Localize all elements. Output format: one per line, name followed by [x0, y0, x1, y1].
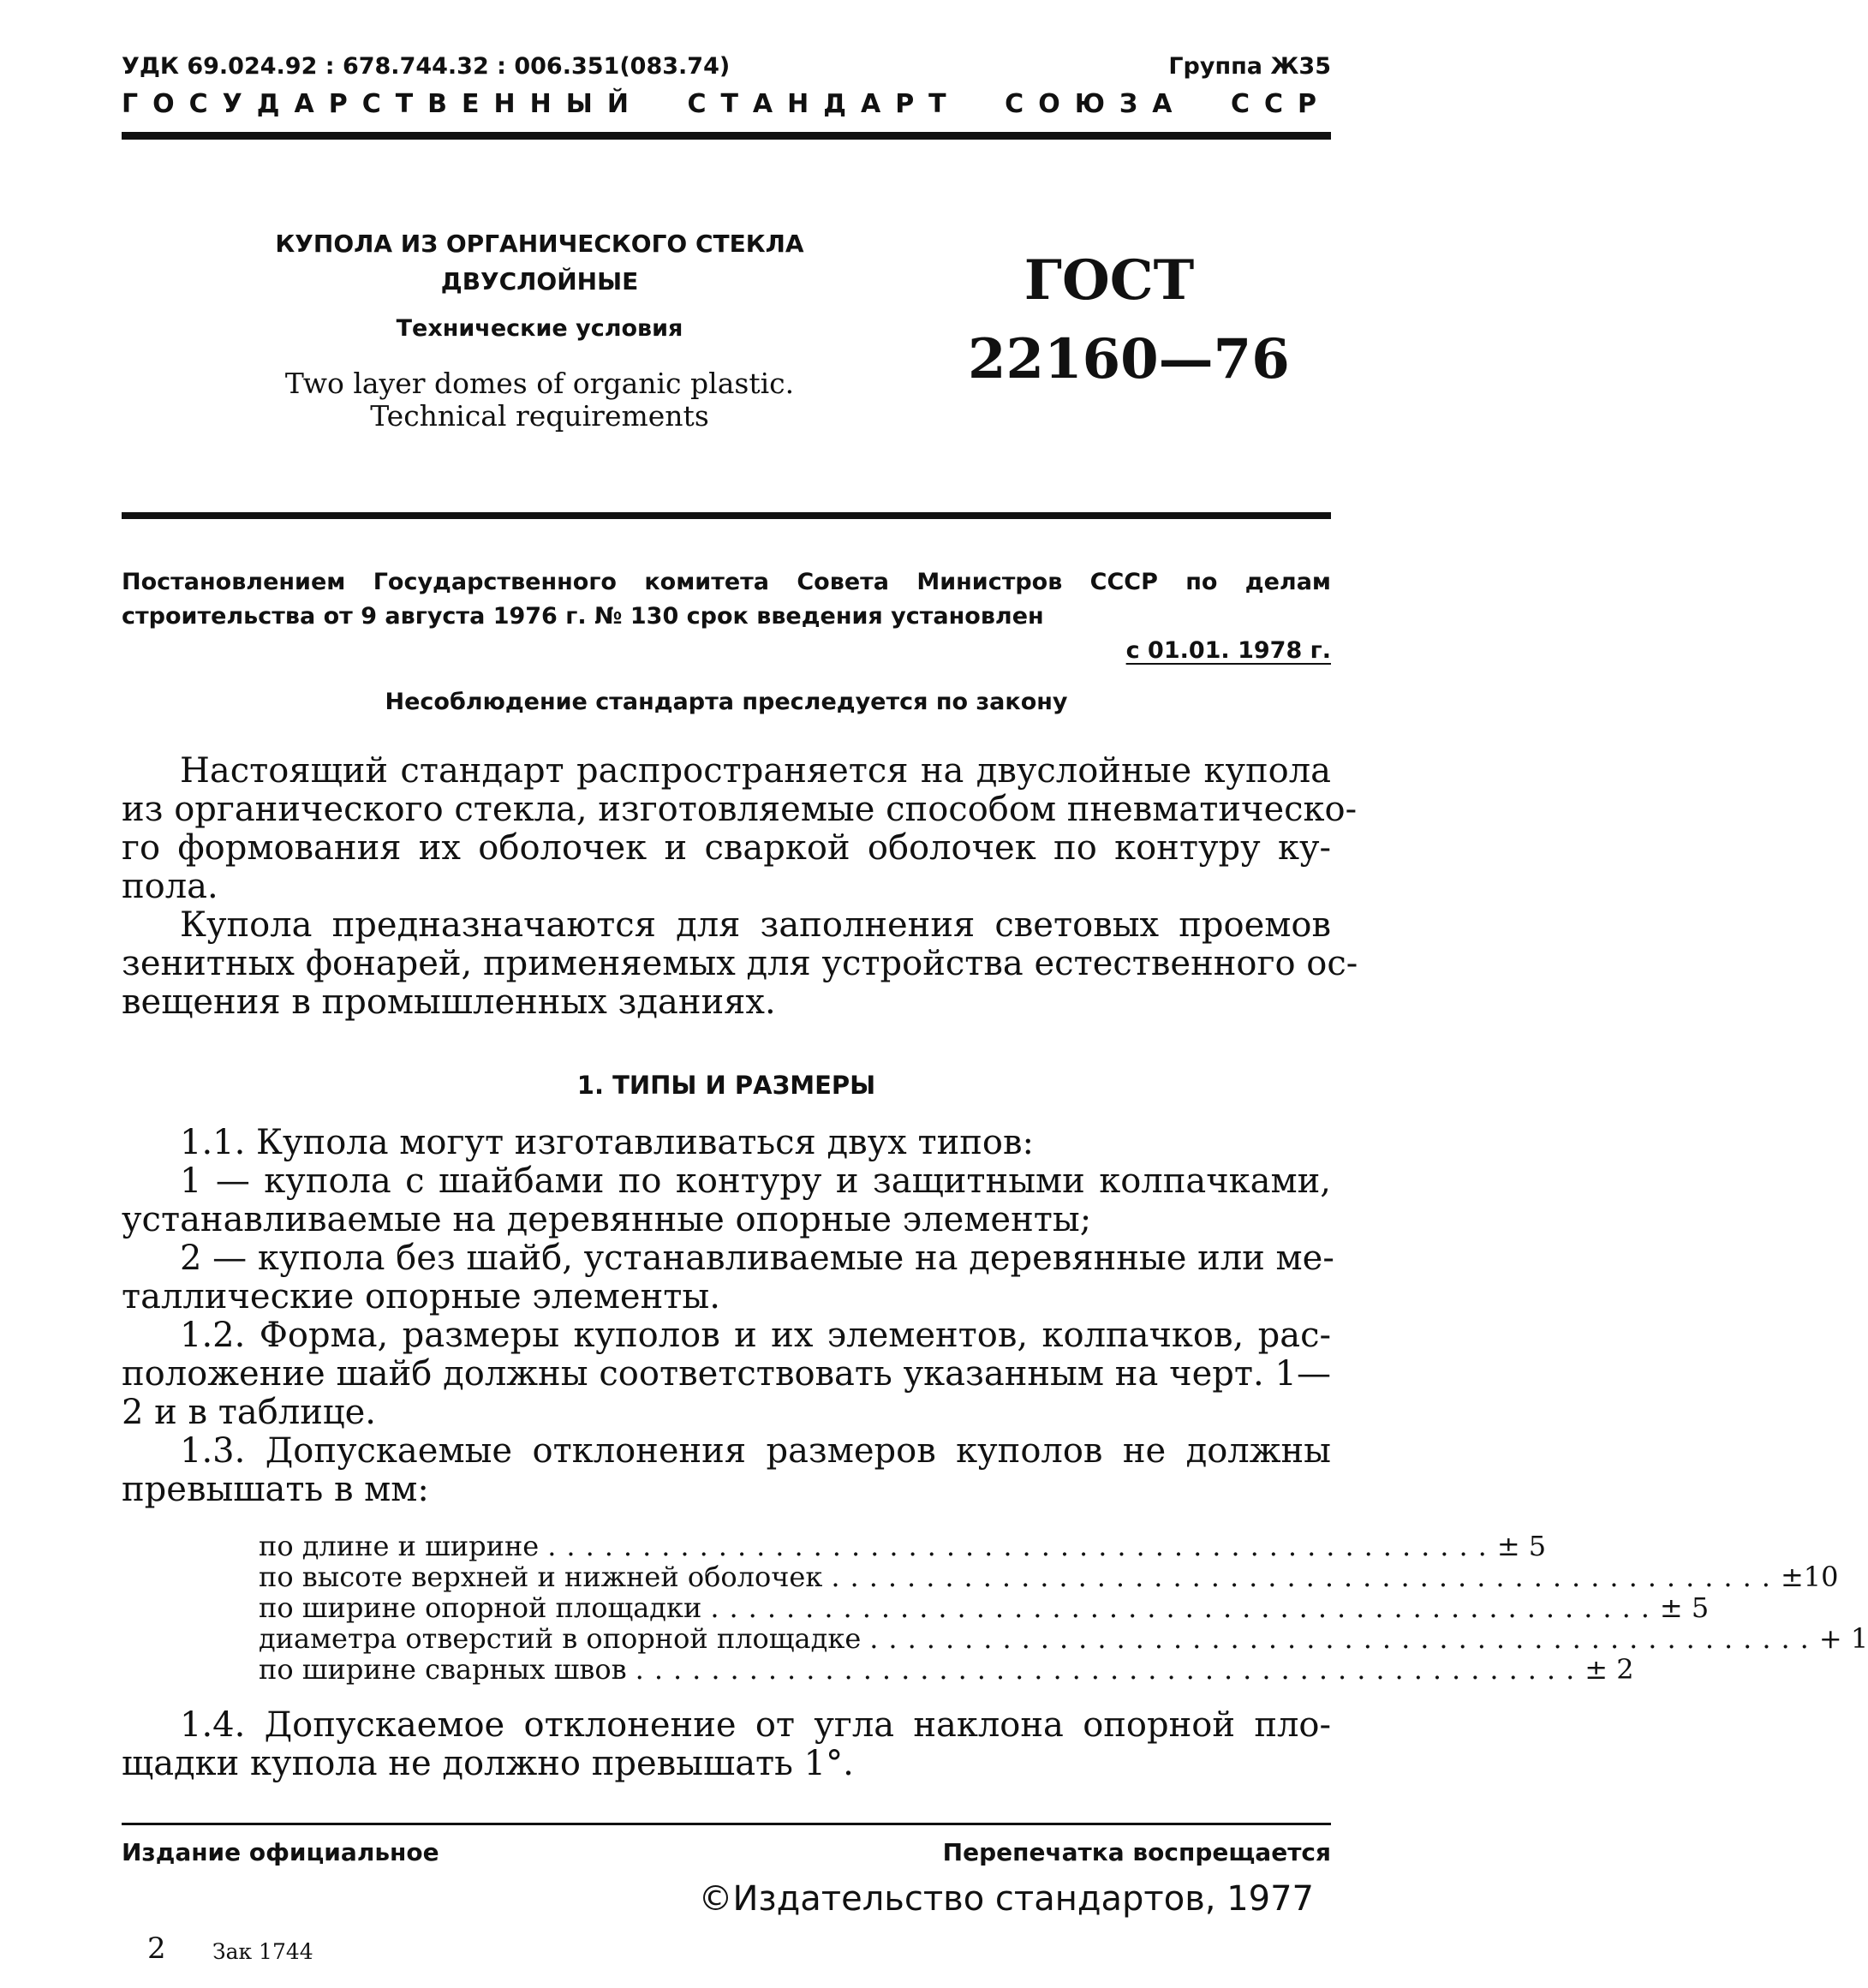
title-ru-line1: КУПОЛА ИЗ ОРГАНИЧЕСКОГО СТЕКЛА — [275, 230, 804, 258]
title-en-line1: Two layer domes of organic plastic. — [284, 367, 795, 400]
clause-1-2-line: положение шайб должны соответствовать указанным на черт. 1— — [122, 1354, 1331, 1394]
title-rule — [122, 512, 1331, 519]
title-ru-subtitle: Технические условия — [396, 315, 683, 342]
clause-1-2-line: 1.2. Форма, размеры куполов и их элементов, колпачков, рас- — [180, 1316, 1331, 1355]
tolerance-label: по ширине опорной площадки — [259, 1591, 702, 1624]
banner-word: ГОСУДАРСТВЕННЫЙ — [122, 89, 643, 119]
type-1-line: 1 — купола с шайбами по контуру и защитными колпачками, — [180, 1161, 1331, 1201]
tolerance-value: ± 5 — [1659, 1591, 1710, 1624]
clause-1-4-line: 1.4. Допускаемое отклонение от угла наклона опорной пло- — [180, 1705, 1331, 1745]
official-edition: Издание официальное — [122, 1838, 439, 1866]
gost-number: 22160—76 — [968, 327, 1290, 391]
intro-p2-line: Купола предназначаются для заполнения световых проемов — [180, 905, 1331, 945]
leader-dots: .................................................. — [710, 1591, 1660, 1624]
clause-1-1: 1.1. Купола могут изготавливаться двух типов: — [180, 1123, 1034, 1162]
banner-word: СОЮЗА — [1005, 89, 1187, 119]
tolerance-value: + 1 — [1818, 1622, 1868, 1655]
tolerance-label: по высоте верхней и нижней оболочек — [259, 1561, 823, 1593]
copyright: ©Издательство стандартов, 1977 — [698, 1879, 1314, 1919]
intro-p1-line: из органического стекла, изготовляемые способом пневматическо- — [122, 790, 1358, 829]
decree-line2: строительства от 9 августа 1976 г. № 130 срок введения установлен — [122, 603, 1044, 630]
udk-code: УДК 69.024.92 : 678.744.32 : 006.351(083.74) — [122, 53, 731, 80]
tolerance-row — [259, 1591, 1710, 1624]
tolerance-label: по ширине сварных швов — [259, 1653, 627, 1686]
banner-word: ССР — [1230, 89, 1331, 119]
intro-p1-line: Настоящий стандарт распространяется на двуслойные купола — [180, 751, 1331, 791]
decree-line1: Постановлением Государственного комитета Совета Министров СССР по делам — [122, 569, 1331, 595]
leader-dots: .................................................. — [869, 1622, 1819, 1655]
title-en-line2: Technical requirements — [370, 399, 709, 433]
clause-1-2-line: 2 и в таблице. — [122, 1393, 377, 1432]
clause-1-4-line: щадки купола не должно превышать 1°. — [122, 1744, 854, 1783]
leader-dots: .................................................. — [831, 1561, 1781, 1593]
tolerance-row — [259, 1622, 1868, 1655]
header-rule — [122, 132, 1331, 140]
gost-label: ГОСТ — [1024, 248, 1195, 313]
leader-dots: .................................................. — [547, 1530, 1497, 1562]
type-2-line: таллические опорные элементы. — [122, 1277, 720, 1316]
tolerance-row — [259, 1530, 1547, 1562]
tolerance-row — [259, 1561, 1839, 1593]
group-code: Группа Ж35 — [1168, 53, 1331, 80]
leader-dots: .................................................. — [635, 1653, 1585, 1686]
page-number: 2 — [147, 1931, 166, 1966]
clause-1-3-line: 1.3. Допускаемые отклонения размеров куполов не должны — [180, 1431, 1331, 1471]
title-ru-line2: ДВУСЛОЙНЫЕ — [440, 267, 639, 296]
tolerance-value: ± 2 — [1585, 1653, 1634, 1686]
intro-p2-line: зенитных фонарей, применяемых для устройства естественного ос- — [122, 944, 1358, 983]
section-heading: 1. ТИПЫ И РАЗМЕРЫ — [576, 1071, 876, 1100]
footer-rule — [122, 1823, 1331, 1825]
state-standard-banner — [122, 89, 1331, 119]
tolerance-value: ± 5 — [1496, 1530, 1547, 1562]
intro-p1-line: пола. — [122, 867, 218, 906]
effective-date: с 01.01. 1978 г. — [1125, 637, 1331, 664]
intro-p1-line: го формования их оболочек и сваркой оболочек по контуру ку- — [122, 828, 1331, 868]
clause-1-3-line: превышать в мм: — [122, 1470, 429, 1509]
tolerance-value: ±10 — [1780, 1561, 1839, 1593]
tolerance-label: диаметра отверстий в опорной площадке — [259, 1622, 862, 1655]
tolerance-row — [259, 1653, 1634, 1686]
type-2-line: 2 — купола без шайб, устанавливаемые на деревянные или ме- — [180, 1239, 1334, 1278]
tolerance-label: по длине и ширине — [259, 1530, 540, 1562]
reprint-notice: Перепечатка воспрещается — [942, 1838, 1331, 1866]
order-number: Зак 1744 — [212, 1939, 313, 1964]
violation-notice: Несоблюдение стандарта преследуется по закону — [385, 689, 1068, 715]
banner-word: СТАНДАРТ — [687, 89, 961, 119]
type-1-line: устанавливаемые на деревянные опорные элементы; — [122, 1200, 1092, 1239]
intro-p2-line: вещения в промышленных зданиях. — [122, 982, 776, 1022]
